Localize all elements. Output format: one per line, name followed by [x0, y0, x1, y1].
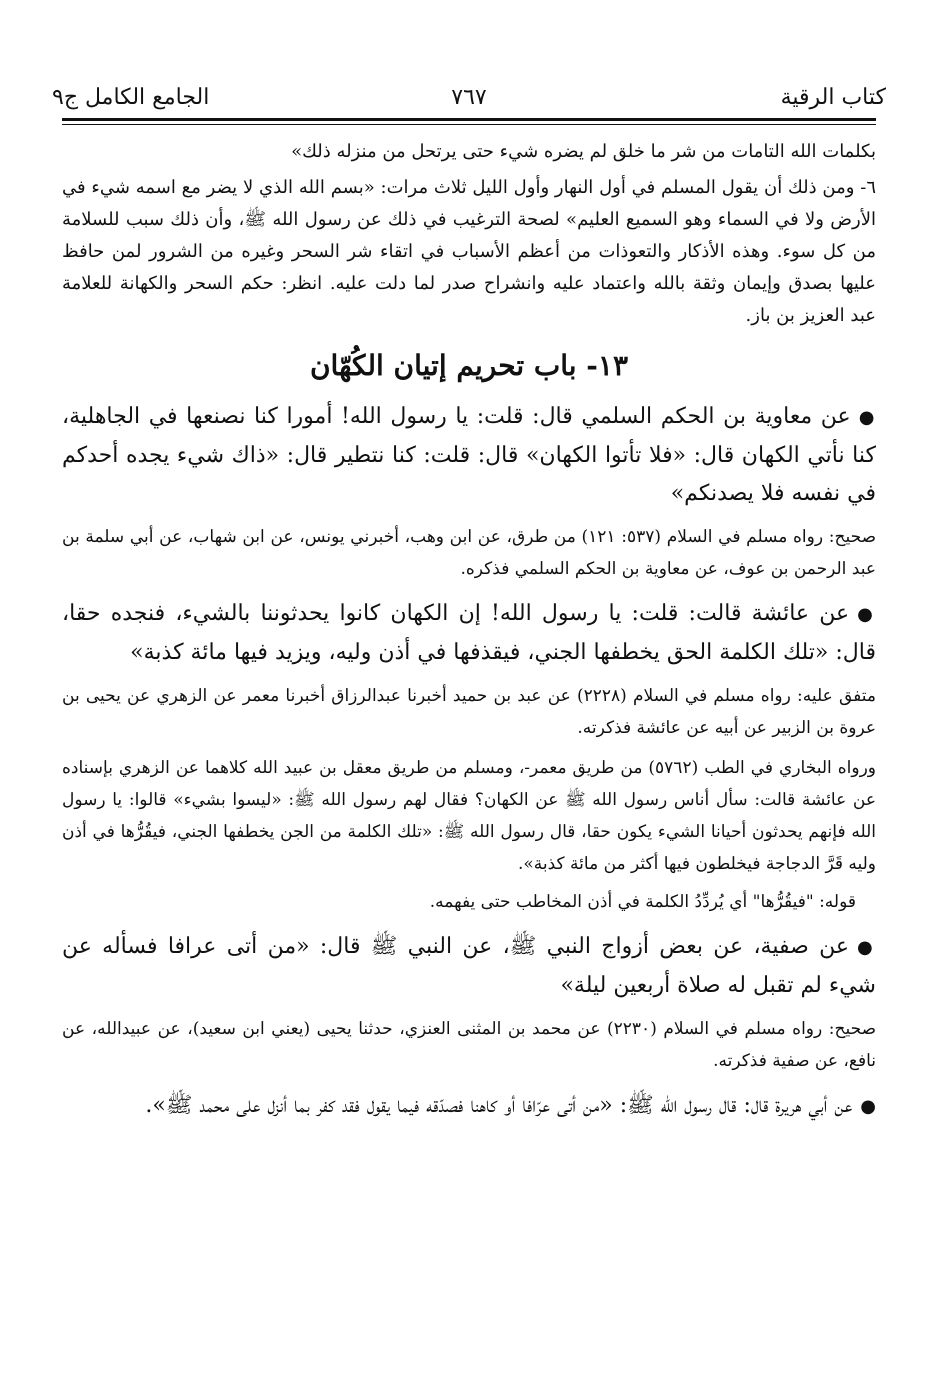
page-content [62, 136, 876, 1126]
hadith-1-source: صحيح: رواه مسلم في السلام (٥٣٧: ١٢١) من طرق، عن ابن وهب، أخبرني يونس، عن ابن شهاب، عن أبي سلمة بن عبد الرحمن بن عوف، عن معاوية بن الحكم السلمي فذكره. [62, 527, 876, 579]
hadith-text [62, 595, 876, 672]
bullet-icon: ● [857, 604, 876, 625]
page-number: ٧٦٧ [451, 85, 487, 110]
header-rule-thin [62, 124, 876, 125]
running-header [52, 70, 886, 110]
hadith-text [62, 1087, 876, 1126]
hadith-3-source: صحيح: رواه مسلم في السلام (٢٢٣٠) عن محمد بن المثنى العنزي، حدثنا يحيى (يعني ابن سعيد)، عن عبيدالله، عن نافع، عن صفية فذكرته. [62, 1019, 876, 1071]
hadith-2-source-additional: ورواه البخاري في الطب (٥٧٦٢) من طريق معمر-، ومسلم من طريق معقل بن عبيد الله كلاهما عن الزهري بإسناده عن عائشة قالت: سأل أناس رسول الله ﷺ عن الكهان؟ فقال لهم رسول الله ﷺ: «ليسوا بشيء» قالوا: يا رسول الله فإنهم يحدثون أحيانا الشيء يكون حقا، قال رسول الله ﷺ: «تلك الكلمة من الجن يخطفها الجني، فيقُرُّها في أذن وليه قَرَّ الدجاجة فيخلطون فيها أكثر من مائة كذبة». [62, 758, 876, 874]
header-rule-thick [62, 118, 876, 121]
book-title: كتاب الرقية [780, 85, 886, 110]
hadith-3-text: عن صفية، عن بعض أزواج النبي ﷺ، عن النبي ﷺ قال: «من أتى عرافا فسأله عن شيء لم تقبل له صلاة أربعين ليلة» [62, 934, 876, 998]
hadith-2-text: عن عائشة قالت: قلت: يا رسول الله! إن الكهان كانوا يحدثوننا بالشيء، فنجده حقا، قال: «تلك الكلمة الحق يخطفها الجني، فيقذفها في أذن وليه، ويزيد فيها مائة كذبة» [62, 601, 876, 665]
hadith-text [62, 398, 876, 513]
footnote-continuation: بكلمات الله التامات من شر ما خلق لم يضره شيء حتى يرتحل من منزله ذلك» [291, 141, 876, 162]
hadith-1-text: عن معاوية بن الحكم السلمي قال: قلت: يا رسول الله! أمورا كنا نصنعها في الجاهلية، كنا نأتي الكهان قال: «فلا تأتوا الكهان» قال: قلت: كنا نتطير قال: «ذاك شيء يجده أحدكم في نفسه فلا يصدنكم» [62, 404, 876, 506]
hadith-text [62, 928, 876, 1005]
chapter-heading: ١٣- باب تحريم إتيان الكُهّان [309, 349, 628, 382]
hadith-4-text: عن أبي هريرة قال: قال رسول الله ﷺ: «من أتى عرّافا أو كاهنا فصدّقه فيما يقول فقد كفر بما أنزل على محمد ﷺ». [145, 1093, 853, 1118]
hadith-2-word-note: قوله: "فيقُرُّها" أي يُردِّدُ الكلمة في أذن المخاطب حتى يفهمه. [429, 892, 856, 912]
hadith-2-source: متفق عليه: رواه مسلم في السلام (٢٢٢٨) عن عبد بن حميد أخبرنا عبدالرزاق أخبرنا معمر عن الزهري عن يحيى بن عروة بن الزبير عن أبيه عن عائشة فذكرته. [62, 686, 876, 738]
bullet-icon: ● [860, 1096, 876, 1117]
volume-title: الجامع الكامل ج٩ [52, 85, 210, 110]
footnote-item-6: ٦- ومن ذلك أن يقول المسلم في أول النهار وأول الليل ثلاث مرات: «بسم الله الذي لا يضر مع اسمه شيء في الأرض ولا في السماء وهو السميع العليم» لصحة الترغيب في ذلك عن رسول الله ﷺ، وأن ذلك سبب للسلامة من كل سوء. وهذه الأذكار والتعوذات من أعظم الأسباب في اتقاء شر السحر وغيره من الشرور لمن حافظ عليها بصدق وإيمان وثقة بالله واعتماد عليه وانشراح صدر لما دلت عليه. انظر: حكم السحر والكهانة للعلامة عبد العزيز بن باز. [62, 177, 876, 326]
bullet-icon: ● [856, 937, 876, 958]
bullet-icon: ● [858, 407, 876, 428]
